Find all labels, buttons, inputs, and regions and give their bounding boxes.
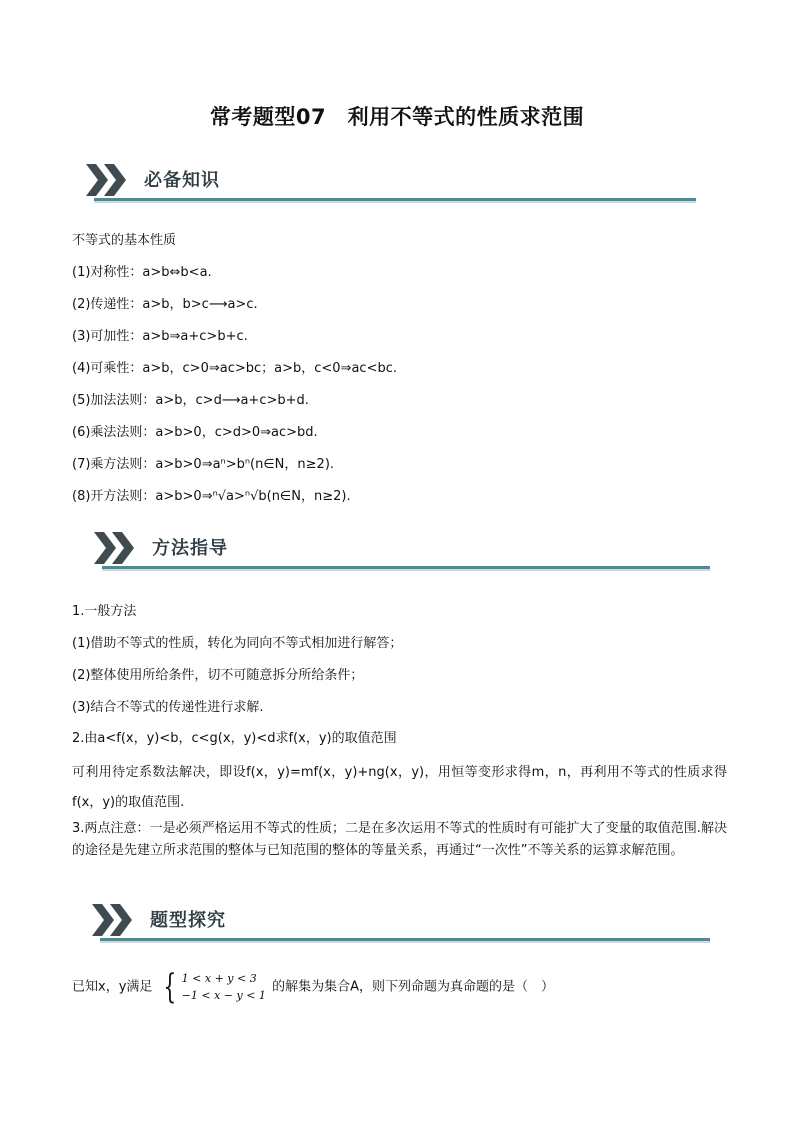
page-title: 常考题型07 利用不等式的性质求范围 — [209, 105, 585, 129]
inequality-system — [159, 967, 266, 1007]
section-label: 题型探究 — [150, 910, 226, 931]
double-chevron-icon — [92, 900, 142, 940]
brace-symbol: { — [162, 967, 176, 1007]
section-rule — [100, 938, 710, 943]
knowledge-item: (1)对称性：a>b⇔b<a. — [72, 265, 212, 280]
problem-statement — [72, 967, 554, 1007]
problem-prefix: 已知x，y满足 — [72, 979, 153, 995]
knowledge-item: (3)可加性：a>b⇒a+c>b+c. — [72, 329, 248, 344]
knowledge-item: (7)乘方法则：a>b>0⇒aⁿ>bⁿ(n∈N，n≥2). — [72, 457, 335, 472]
section-header-problems — [92, 900, 710, 948]
knowledge-heading: 不等式的基本性质 — [72, 233, 177, 248]
system-line-2: −1 < x − y < 1 — [181, 989, 266, 1002]
knowledge-item: (5)加法法则：a>b，c>d⟶a+c>b+d. — [72, 393, 309, 408]
section-label: 必备知识 — [144, 170, 220, 191]
section-label: 方法指导 — [152, 538, 228, 559]
method-item: (3)结合不等式的传递性进行求解. — [72, 700, 264, 715]
knowledge-item: (2)传递性：a>b，b>c⟶a>c. — [72, 297, 258, 312]
system-line-1: 1 < x + y < 3 — [181, 972, 257, 985]
knowledge-item: (6)乘法法则：a>b>0，c>d>0⇒ac>bd. — [72, 425, 318, 440]
section-header-method — [94, 528, 710, 576]
method-item: (2)整体使用所给条件，切不可随意拆分所给条件； — [72, 668, 364, 683]
method-item: 1.一般方法 — [72, 604, 137, 619]
knowledge-item: (4)可乘性：a>b，c>0⇒ac>bc；a>b，c<0⇒ac<bc. — [72, 361, 397, 376]
method-item: (1)借助不等式的性质，转化为同向不等式相加进行解答； — [72, 636, 403, 651]
double-chevron-icon — [86, 160, 136, 200]
section-rule — [94, 198, 696, 203]
method-item: 2.由a<f(x，y)<b，c<g(x，y)<d求f(x，y)的取值范围 — [72, 731, 397, 746]
method-paragraph: 可利用待定系数法解决，即设f(x，y)=mf(x，y)+ng(x，y)，用恒等变形求得m，n，再利用不等式的性质求得f(x，y)的取值范围. — [72, 765, 727, 810]
problem-suffix: 的解集为集合A，则下列命题为真命题的是（ ） — [272, 979, 554, 995]
knowledge-item: (8)开方法则：a>b>0⇒ⁿ√a>ⁿ√b(n∈N，n≥2). — [72, 489, 351, 504]
method-paragraph: 3.两点注意：一是必须严格运用不等式的性质；二是在多次运用不等式的性质时有可能扩大了变量的取值范围.解决的途径是先建立所求范围的整体与已知范围的整体的等量关系，再通过“一次性”不等关系的运算求解范围。 — [72, 821, 727, 858]
section-rule — [102, 566, 710, 571]
section-header-knowledge — [86, 160, 696, 208]
double-chevron-icon — [94, 528, 144, 568]
